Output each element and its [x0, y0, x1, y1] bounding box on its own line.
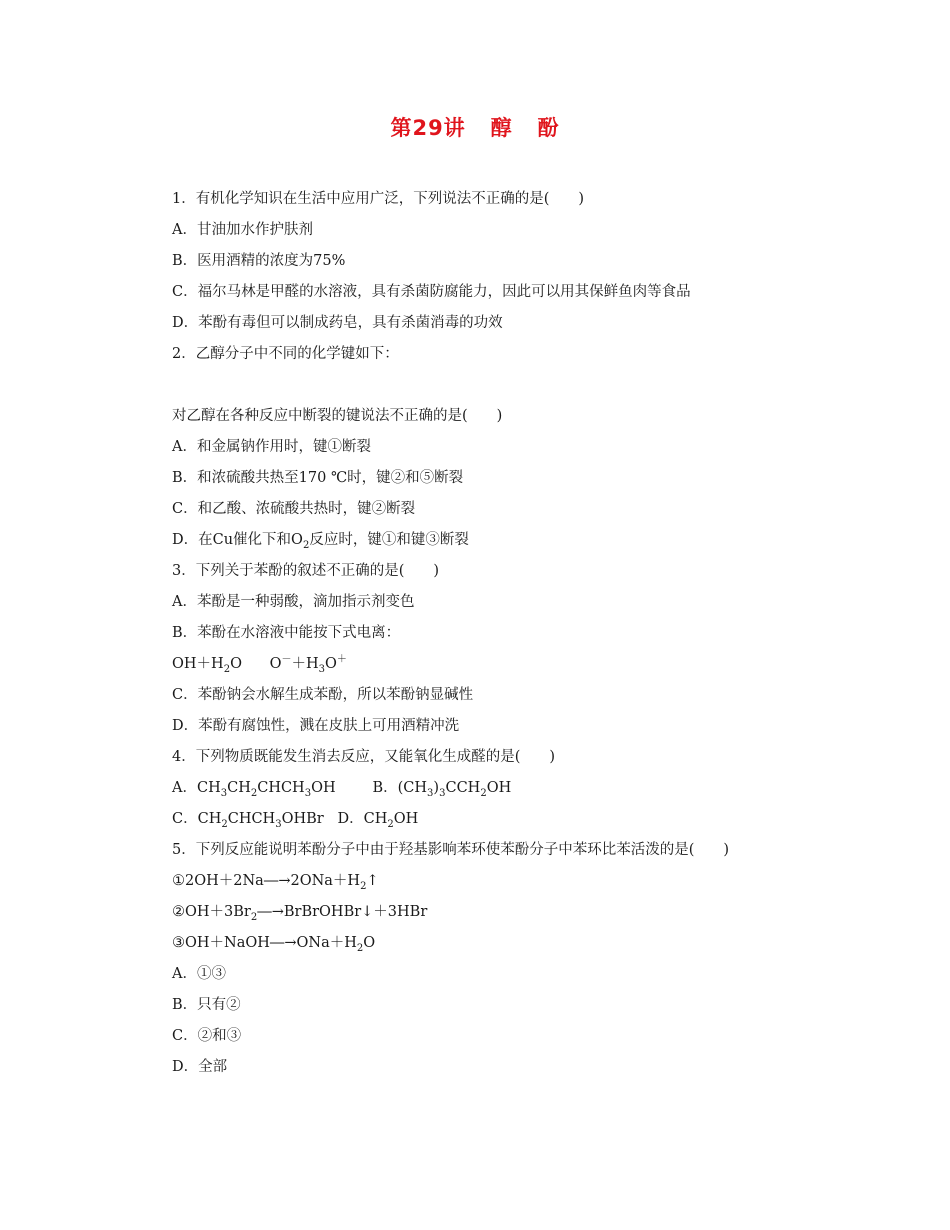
question-3-option-a: A．苯酚是一种弱酸，滴加指示剂变色 [172, 594, 415, 610]
question-3-option-d: D．苯酚有腐蚀性，溅在皮肤上可用酒精冲洗 [172, 718, 460, 734]
page-title: 第29讲 醇 酚 [390, 116, 560, 140]
question-1-option-a: A．甘油加水作护肤剂 [172, 222, 313, 238]
question-5-option-c: C．②和③ [172, 1028, 242, 1044]
question-5-stem: 5．下列反应能说明苯酚分子中由于羟基影响苯环使苯酚分子中苯环比苯活泼的是( ) [172, 842, 730, 858]
question-2-option-a: A．和金属钠作用时，键①断裂 [172, 439, 371, 455]
phenol-ionization-equation: $OH+H_2O$ $O^-+H_3O^+$ [172, 654, 347, 675]
reaction-3: $③OH+NaOH―\to ONa+H_2O$ [172, 935, 376, 954]
question-5-option-d: D．全部 [172, 1059, 228, 1075]
question-2-stem: 2．乙醇分子中不同的化学键如下： [172, 346, 399, 362]
question-1-option-c: C．福尔马林是甲醛的水溶液，具有杀菌防腐能力，因此可以用其保鲜鱼肉等食品 [172, 284, 691, 300]
question-5-option-b: B．只有② [172, 997, 241, 1013]
question-1-stem: 1．有机化学知识在生活中应用广泛，下列说法不正确的是( ) [172, 191, 585, 207]
question-3-option-c: C．苯酚钠会水解生成苯酚，所以苯酚钠显碱性 [172, 687, 474, 703]
question-3-stem: 3．下列关于苯酚的叙述不正确的是( ) [172, 563, 440, 579]
question-4-options-ab: A．$CH_3CH_2CHCH_3OH$ B．$(CH_3)_3CCH_2OH$ [172, 780, 512, 799]
ethanol-structure-placeholder [172, 370, 872, 401]
question-2-option-d: D．在Cu催化下和$O_2$反应时，键①和键③断裂 [172, 532, 469, 551]
question-list [172, 184, 872, 1083]
question-4-options-cd: C．$CH_2CHCH_3OHBr$ D．$CH_2OH$ [172, 811, 419, 830]
question-2-option-c: C．和乙酸、浓硫酸共热时，键②断裂 [172, 501, 416, 517]
question-5-option-a: A．①③ [172, 966, 226, 982]
question-1-option-d: D．苯酚有毒但可以制成药皂，具有杀菌消毒的功效 [172, 315, 503, 331]
question-4-stem: 4．下列物质既能发生消去反应，又能氧化生成醛的是( ) [172, 749, 556, 765]
reaction-2: $②OH+3Br_2―\to BrBrOHBr↓+3HBr$ [172, 904, 428, 923]
reaction-1: $①2OH+2Na―\to 2ONa+H_2↑$ [172, 873, 379, 892]
question-2-option-b: B．和浓硫酸共热至170 ℃时，键②和⑤断裂 [172, 470, 464, 486]
question-2-stem-continued: 对乙醇在各种反应中断裂的键说法不正确的是( ) [172, 408, 503, 424]
question-3-option-b: B．苯酚在水溶液中能按下式电离： [172, 625, 401, 641]
question-1-option-b: B．医用酒精的浓度为75% [172, 253, 346, 269]
